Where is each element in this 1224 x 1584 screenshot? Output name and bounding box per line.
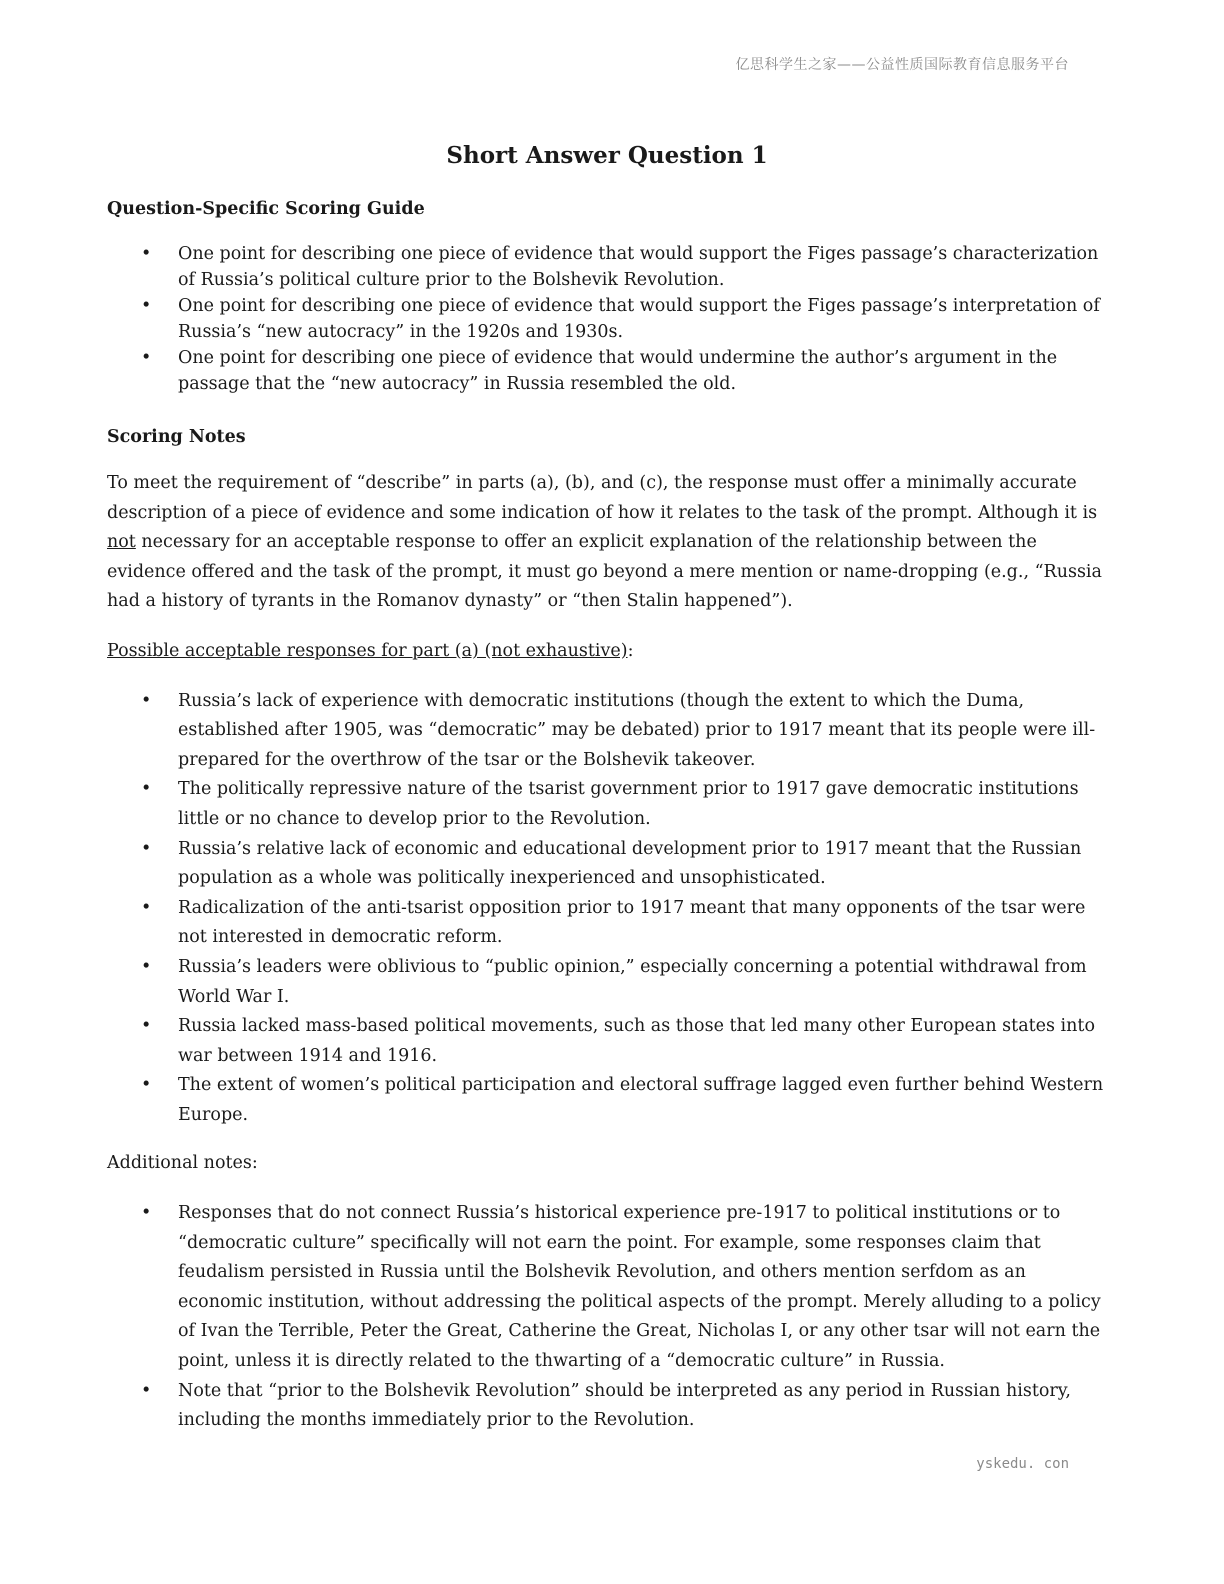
scoring-guide-item: • One point for describing one piece of evidence that would support the Figes passage’s interpretation of Russia’s “new autocracy” in the 1920s and 1930s.: [107, 293, 1107, 345]
header-watermark: 亿思科学生之家——公益性质国际教育信息服务平台: [735, 57, 1069, 73]
response-item: • Russia lacked mass-based political movements, such as those that led many other European states into war between 1914 and 1916.: [107, 1012, 1107, 1071]
responses-label-suffix: :: [627, 640, 634, 661]
intro-text-part1: To meet the requirement of “describe” in parts (a), (b), and (c), the response must offer a minimally accurate description of a piece of evidence and some indication of how it relates to the task of the prompt. Although it is: [107, 473, 1098, 523]
page-title: Short Answer Question 1: [446, 142, 768, 169]
scoring-guide-item: • One point for describing one piece of evidence that would support the Figes passage’s characterization of Russia’s political culture prior to the Bolshevik Revolution.: [107, 241, 1107, 293]
document-page: [107, 142, 1107, 1455]
responses-label-text: Possible acceptable responses for part (a) (not exhaustive): [107, 640, 628, 661]
scoring-guide-item: • One point for describing one piece of evidence that would undermine the author’s argument in the passage that the “new autocracy” in Russia resembled the old.: [107, 345, 1107, 397]
response-item: • Russia’s relative lack of economic and educational development prior to 1917 meant that the Russian population as a whole was politically inexperienced and unsophisticated.: [107, 835, 1107, 894]
additional-note-item: • Responses that do not connect Russia’s historical experience pre-1917 to political institutions or to “democratic culture” specifically will not earn the point. For example, some responses claim that feudalism persisted in Russia until the Bolshevik Revolution, and others mention serfdom as an economic institution, without addressing the political aspects of the prompt. Merely alluding to a policy of Ivan the Terrible, Peter the Great, Catherine the Great, Nicholas I, or any other tsar will not earn the point, unless it is directly related to the thwarting of a “democratic culture” in Russia.: [107, 1199, 1107, 1377]
additional-notes-list: [107, 1199, 1107, 1436]
scoring-guide-heading: Question-Specific Scoring Guide: [107, 199, 425, 219]
intro-underlined-word: not: [107, 532, 136, 553]
responses-list: [107, 687, 1107, 1131]
additional-notes-label: Additional notes:: [107, 1153, 258, 1174]
responses-label: [107, 637, 1107, 667]
response-item: • Russia’s leaders were oblivious to “public opinion,” especially concerning a potential withdrawal from World War I.: [107, 953, 1107, 1012]
response-item: • Radicalization of the anti-tsarist opposition prior to 1917 meant that many opponents of the tsar were not interested in democratic reform.: [107, 894, 1107, 953]
response-item: • The extent of women’s political participation and electoral suffrage lagged even further behind Western Europe.: [107, 1071, 1107, 1130]
response-item: • The politically repressive nature of the tsarist government prior to 1917 gave democratic institutions little or no chance to develop prior to the Revolution.: [107, 775, 1107, 834]
intro-text-part2: necessary for an acceptable response to offer an explicit explanation of the relationship between the evidence offered and the task of the prompt, it must go beyond a mere mention or name-dropping (e.g., “Russia had a history of tyrants in the Romanov dynasty” or “then Stalin happened”).: [107, 532, 1102, 612]
response-item: • Russia’s lack of experience with democratic institutions (though the extent to which the Duma, established after 1905, was “democratic” may be debated) prior to 1917 meant that its people were ill-prepared for the overthrow of the tsar or the Bolshevik takeover.: [107, 687, 1107, 776]
scoring-notes-heading: Scoring Notes: [107, 427, 246, 447]
scoring-guide-list: [107, 241, 1107, 397]
scoring-notes-intro: [107, 469, 1107, 617]
footer-watermark: yskedu. con: [976, 1456, 1069, 1472]
additional-note-item: • Note that “prior to the Bolshevik Revolution” should be interpreted as any period in Russian history, including the months immediately prior to the Revolution.: [107, 1377, 1107, 1436]
